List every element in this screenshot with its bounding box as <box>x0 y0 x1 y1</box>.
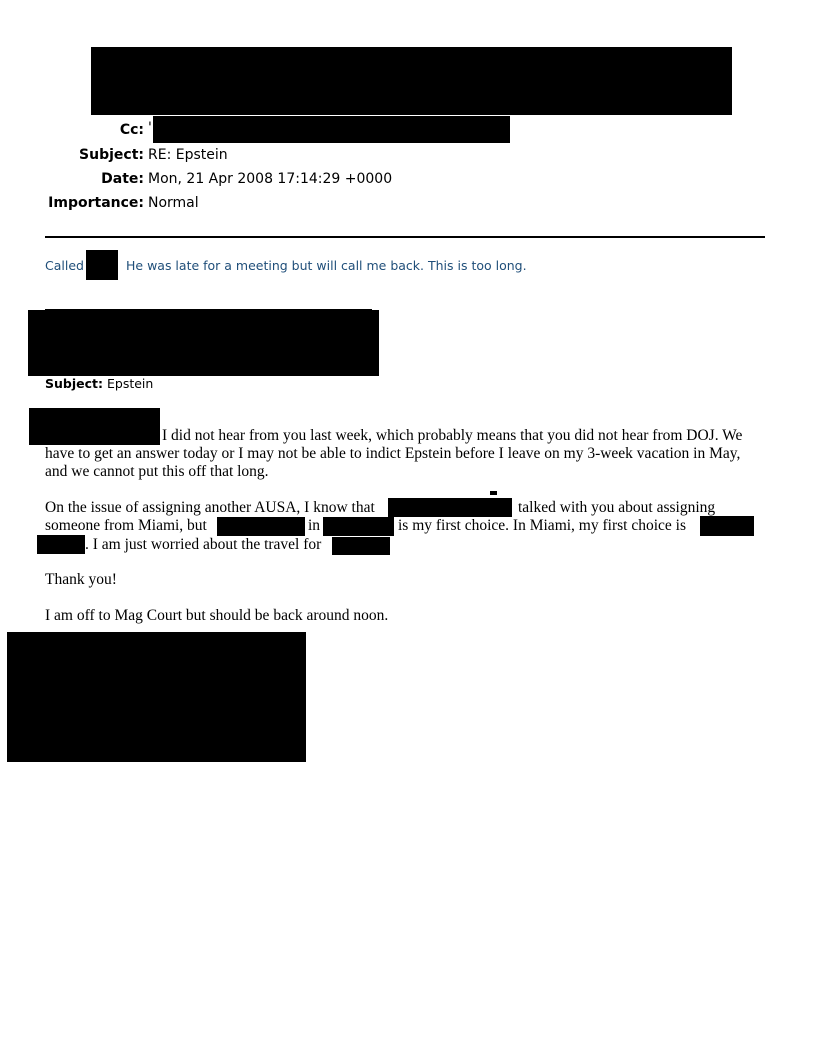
original-subject <box>45 376 153 391</box>
redaction-p2-name-3 <box>700 516 754 536</box>
p2-line2-in: in <box>308 517 321 534</box>
importance-label: Importance: <box>48 195 144 211</box>
p1-line2: have to get an answer today or I may not be able to indict Epstein before I leave on my 3-week vacation in May, <box>45 445 741 462</box>
original-subject-value: Epstein <box>106 376 154 391</box>
redaction-p2-name-1 <box>388 498 512 517</box>
subject-value: RE: Epstein <box>148 147 228 163</box>
p2-line2-end: is my first choice. In Miami, my first choice is <box>398 517 686 534</box>
reply-lead: Called <box>45 258 84 273</box>
redaction-cc-recipients <box>153 116 510 143</box>
email-header <box>0 0 816 230</box>
original-subject-label: Subject: <box>45 376 103 391</box>
redaction-p2-office <box>323 517 394 536</box>
date-value: Mon, 21 Apr 2008 17:14:29 +0000 <box>148 171 393 187</box>
redaction-original-header <box>28 310 379 376</box>
redaction-p2-mark <box>490 491 497 495</box>
p2-line1-end: talked with you about assigning <box>518 499 716 516</box>
p2-line1-start: On the issue of assigning another AUSA, I know that <box>45 499 375 516</box>
redaction-p2-name-3b <box>37 535 85 554</box>
p2-line3-start: . I am just worried about the travel for <box>85 536 322 553</box>
subject-label: Subject: <box>79 147 144 163</box>
cc-label: Cc: <box>119 122 144 138</box>
importance-value: Normal <box>148 195 199 211</box>
header-divider <box>45 236 765 238</box>
reply-text: He was late for a meeting but will call me back. This is too long. <box>126 258 527 273</box>
redaction-salutation <box>29 408 160 445</box>
p4-note: I am off to Mag Court but should be back around noon. <box>45 607 389 624</box>
redaction-p2-name-2 <box>217 517 305 536</box>
p1-line3: and we cannot put this off that long. <box>45 463 269 480</box>
p1-line1: I did not hear from you last week, which probably means that you did not hear from DOJ. We <box>162 427 743 444</box>
redaction-signature <box>7 632 306 762</box>
redaction-reply-name <box>86 250 118 280</box>
redaction-p2-name-4 <box>332 537 390 555</box>
date-label: Date: <box>101 171 144 187</box>
p3-thanks: Thank you! <box>45 571 117 588</box>
p2-line2-start: someone from Miami, but <box>45 517 207 534</box>
cc-value: ' <box>148 120 152 136</box>
